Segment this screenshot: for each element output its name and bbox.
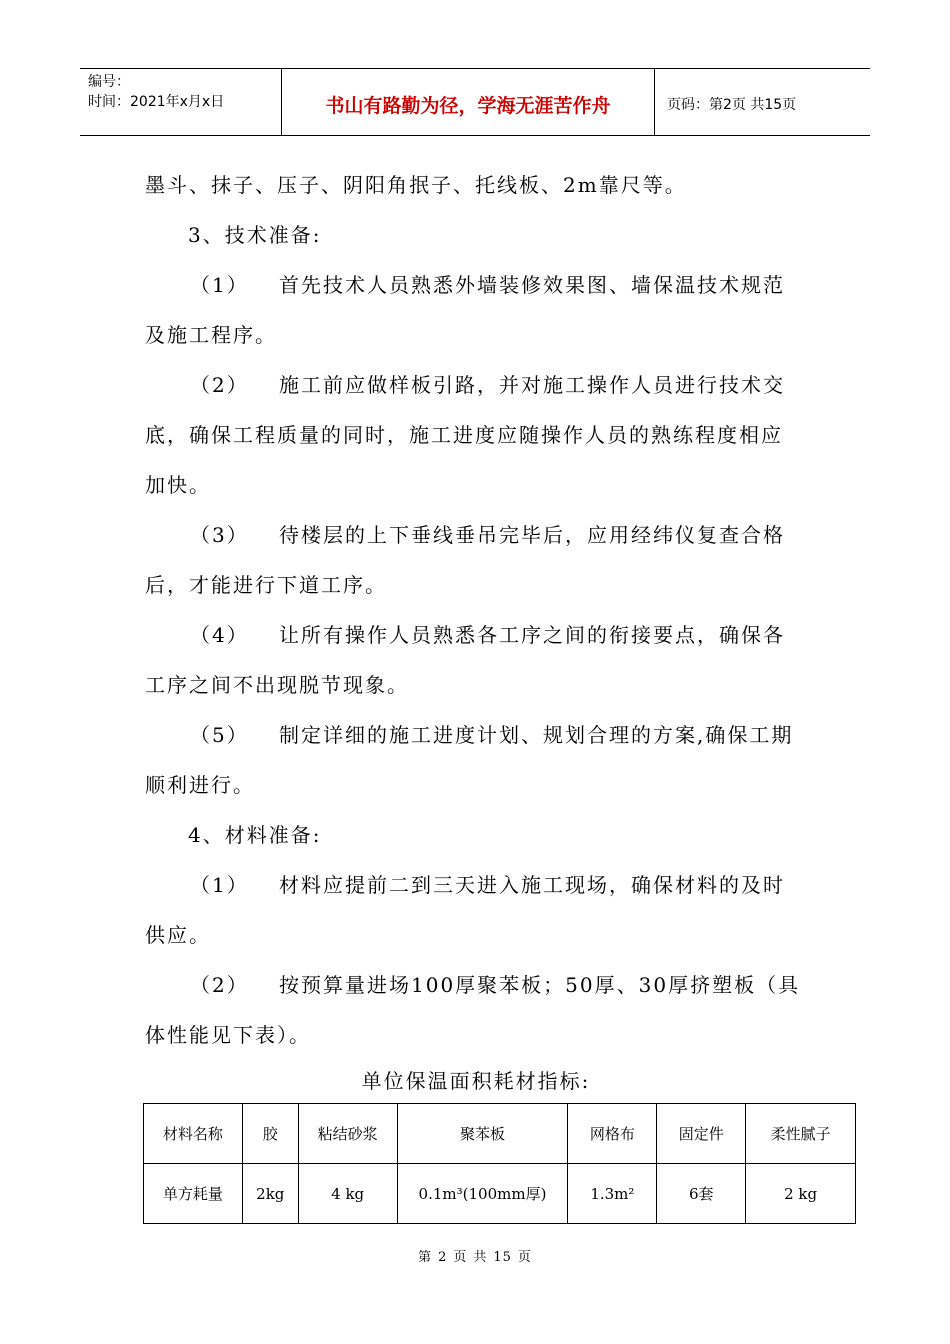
page-header — [80, 68, 870, 136]
table-cell: 1.3m² — [568, 1164, 657, 1224]
item-continuation: 后，才能进行下道工序。 — [145, 573, 387, 597]
table-cell: 6套 — [657, 1164, 746, 1224]
item-continuation: 顺利进行。 — [145, 773, 255, 797]
table-header-row — [144, 1104, 856, 1164]
material-item — [145, 860, 807, 960]
header-meta — [80, 69, 282, 135]
table-cell: 4 kg — [298, 1164, 397, 1224]
tech-item — [145, 360, 807, 510]
table-cell: 2kg — [242, 1164, 298, 1224]
document-body — [145, 160, 807, 1060]
table-caption: 单位保温面积耗材指标: — [361, 1069, 591, 1093]
item-continuation: 体性能见下表）。 — [145, 1023, 311, 1047]
document-number-label: 编号： — [88, 74, 130, 90]
item-number: （2） — [190, 973, 249, 997]
page-footer — [0, 1246, 950, 1265]
table-row-label: 单方耗量 — [144, 1164, 243, 1224]
footer-text: 页 — [453, 1250, 468, 1265]
item-text: 制定详细的施工进度计划、规划合理的方案,确保工期 — [279, 723, 794, 747]
item-text: 待楼层的上下垂线垂吊完毕后，应用经纬仪复查合格 — [279, 523, 785, 547]
table-row — [144, 1164, 856, 1224]
table-cell: 0.1m³(100mm厚) — [397, 1164, 568, 1224]
table-cell: 2 kg — [746, 1164, 856, 1224]
table-header-cell: 胶 — [242, 1104, 298, 1164]
header-motto: 书山有路勤为径，学海无涯苦作舟 — [282, 69, 655, 135]
item-text: 首先技术人员熟悉外墙装修效果图、墙保温技术规范 — [279, 273, 785, 297]
document-time-label: 时间：2021年x月x日 — [88, 94, 225, 110]
item-continuation: 工序之间不出现脱节现象。 — [145, 673, 409, 697]
item-text: 施工前应做样板引路，并对施工操作人员进行技术交 — [279, 373, 785, 397]
footer-total-pages: 15 — [493, 1250, 512, 1265]
material-consumption-table — [143, 1103, 856, 1224]
item-number: （1） — [190, 873, 249, 897]
footer-page-number: 2 — [438, 1250, 448, 1265]
item-text: 材料应提前二到三天进入施工现场，确保材料的及时 — [279, 873, 785, 897]
item-text: 让所有操作人员熟悉各工序之间的衔接要点，确保各 — [279, 623, 785, 647]
tech-item — [145, 510, 807, 610]
item-continuation: 底，确保工程质量的同时，施工进度应随操作人员的熟练程度相应 — [145, 423, 783, 447]
table-header-cell: 粘结砂浆 — [298, 1104, 397, 1164]
footer-text: 第 — [418, 1250, 433, 1265]
item-text: 按预算量进场100厚聚苯板；50厚、30厚挤塑板（具 — [279, 973, 801, 997]
item-number: （1） — [190, 273, 249, 297]
paragraph-tools: 墨斗、抹子、压子、阴阳角抿子、托线板、2m靠尺等。 — [145, 173, 687, 197]
material-item — [145, 960, 807, 1060]
item-number: （2） — [190, 373, 249, 397]
tech-item — [145, 260, 807, 360]
table-header-cell: 固定件 — [657, 1104, 746, 1164]
item-number: （5） — [190, 723, 249, 747]
item-number: （4） — [190, 623, 249, 647]
table-header-cell: 材料名称 — [144, 1104, 243, 1164]
section-heading-material: 4、材料准备: — [188, 823, 322, 847]
item-continuation: 供应。 — [145, 923, 211, 947]
item-continuation: 及施工程序。 — [145, 323, 277, 347]
table-header-cell: 聚苯板 — [397, 1104, 568, 1164]
item-number: （3） — [190, 523, 249, 547]
header-page-label: 页码：第2页 共15页 — [667, 97, 797, 113]
footer-text: 共 — [473, 1250, 488, 1265]
table-header-cell: 网格布 — [568, 1104, 657, 1164]
item-continuation: 加快。 — [145, 473, 211, 497]
tech-item — [145, 610, 807, 710]
section-heading-tech: 3、技术准备: — [188, 223, 322, 247]
footer-text: 页 — [517, 1250, 532, 1265]
table-header-cell: 柔性腻子 — [746, 1104, 856, 1164]
tech-item — [145, 710, 807, 810]
